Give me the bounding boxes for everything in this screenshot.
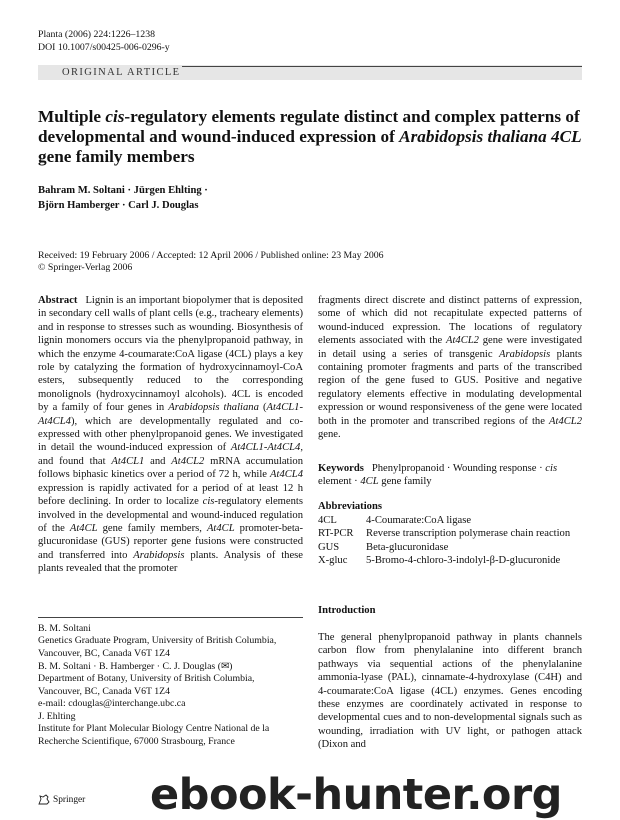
title-italic: Arabidopsis thaliana 4CL	[399, 127, 582, 146]
title-part: Multiple	[38, 107, 106, 126]
abstract-text: promoter-beta-glucuronidase (GUS) reporter gene fusions were constructed and transferred into	[38, 522, 303, 561]
abbreviation-key: GUS	[318, 541, 340, 553]
abbreviation-row	[318, 514, 582, 527]
article-title	[38, 107, 598, 167]
author-list	[38, 183, 358, 213]
abbreviation-value: Reverse transcription polymerase chain reaction	[366, 528, 571, 540]
abstract-text: Lignin is an important biopolymer that is deposited in secondary cell walls of plant cells (e.g., tracheary elements) and in response to stresses such as wounding. Biosynthesis of lignin monomers occurs via the phenylpropanoid pathway, in which the enzyme 4-coumarate:CoA ligase (4CL) plays a key role by catalyzing the formation of hydroxycinnamoyl-CoA esters, subsequently reduced to the corresponding monolignols (hydroxycinnamoyl alcohols). 4CL is encoded by a family of four genes in	[38, 295, 304, 414]
watermark: ebook-hunter.org	[150, 770, 562, 820]
affiliation-name: B. M. Soltani · B. Hamberger · C. J. Douglas (✉)	[38, 661, 233, 672]
publisher-name: Springer	[53, 794, 86, 805]
title-italic: cis	[105, 107, 125, 126]
abstract-text: (	[258, 402, 267, 414]
abstract-italic: Arabidopsis	[133, 549, 185, 561]
abstract-text: , and found that	[38, 442, 303, 467]
authors-line-2: Björn Hamberger · Carl J. Douglas	[38, 200, 199, 211]
abbreviations-title: Abbreviations	[318, 501, 382, 512]
keyword-text: gene family	[378, 476, 432, 488]
abstract-italic: At4CL2	[549, 415, 582, 427]
abbreviation-row	[318, 541, 582, 554]
received-accepted-line: Received: 19 February 2006 / Accepted: 12 April 2006 / Published online: 23 May 2006	[38, 250, 384, 261]
keyword-text: Phenylpropanoid · Wounding response ·	[371, 463, 546, 474]
introduction-text: The general phenylpropanoid pathway in plants channels carbon flow from phenylalanine into different branch pathways via sequential actions of the phenylalanine ammonia-lyase (PAL), cinnamate-4-hydroxylase (C4H) and 4-coumarate:CoA ligase (4CL) enzymes. Genes encoding these enzymes are coordinately activated in response to developmental cues and to non-developmental signals such as wounding, irradiation with UV light, or pathogen attack (Dixon and	[318, 632, 582, 751]
keyword-italic: cis	[545, 463, 558, 474]
affiliation-name: B. M. Soltani	[38, 623, 91, 634]
abstract-text: gene were investigated in detail using a series of transgenic	[318, 335, 582, 360]
abstract-text: expression is rapidly activated for a period of at least 12 h before declining. In order to localize	[38, 482, 303, 508]
abbreviation-key: X-gluc	[318, 555, 348, 567]
affiliation-line: Genetics Graduate Program, University of British Columbia,	[38, 635, 277, 647]
abstract-italic: cis	[202, 496, 215, 508]
publisher-mark	[38, 794, 85, 805]
abbreviation-row	[318, 527, 582, 540]
affiliation-line: Vancouver, BC, Canada V6T 1Z4	[38, 647, 171, 659]
affiliation-name: J. Ehlting	[38, 711, 76, 722]
keywords	[318, 462, 582, 489]
affiliation-line: Department of Botany, University of British Columbia,	[38, 673, 255, 685]
affiliation-line: Institute for Plant Molecular Biology Centre National de la	[38, 723, 270, 735]
abbreviation-row	[318, 554, 582, 567]
abstract-text: ), which are developmentally regulated and co-expressed with other phenylpropanoid genes. We investigated in detail the wound-induced expression of	[38, 415, 303, 454]
abstract-italic: Arabidopsis	[499, 348, 551, 360]
publication-dates	[38, 250, 598, 274]
abstract-italic: At4CL1	[111, 455, 145, 467]
journal-citation: Planta (2006) 224:1226–1238	[38, 29, 156, 40]
abstract-text: plants containing promoter fragments and parts of the transcribed region of the gene fused to GUS. Positive and negative regulatory elements effective in modulating developmental expression or wound responsiveness of the gene were located both in the promoter and transcribed regions of the	[318, 348, 582, 427]
title-part: gene family members	[38, 147, 195, 166]
keywords-label: Keywords	[318, 463, 364, 474]
affiliation-email[interactable]: e-mail: cdouglas@interchange.ubc.ca	[38, 697, 186, 709]
keyword-italic: 4CL	[360, 476, 379, 488]
abbreviation-value: 5-Bromo-4-chloro-3-indolyl-β-D-glucuronide	[366, 555, 561, 567]
abbreviation-value: 4-Coumarate:CoA ligase	[366, 515, 472, 526]
abstract-italic: At4CL	[69, 522, 98, 534]
footnote-rule	[38, 617, 303, 618]
abstract-text: fragments direct discrete and distinct patterns of expression, some of which did not recapitulate expected patterns of wound-induced expression. The locations of regulatory elements associated with the	[318, 295, 582, 347]
abstract-text: gene family members,	[97, 522, 207, 534]
abstract-text: and	[144, 455, 172, 467]
abstract-right-column	[318, 294, 582, 441]
header-rule	[182, 66, 582, 67]
title-part: -regulatory elements regulate distinct and complex patterns of developmental and wound-induced expression of	[38, 107, 580, 146]
abstract-italic: At4CL4	[270, 469, 303, 481]
abstract-italic: At4CL2	[445, 335, 479, 347]
affiliation	[38, 623, 303, 660]
authors-line-1: Bahram M. Soltani · Jürgen Ehlting ·	[38, 185, 208, 196]
abstract-italic: At4CL1-At4CL4	[38, 402, 303, 427]
abstract-text: -regulatory elements involved in the developmental and wound-induced regulation of the	[38, 496, 303, 534]
abstract-italic: At4CL1-At4CL4	[230, 442, 301, 454]
springer-horse-icon	[38, 794, 50, 805]
abstract-italic: At4CL2	[171, 455, 205, 467]
abbreviation-key: 4CL	[318, 515, 337, 526]
abbreviation-key: RT-PCR	[318, 528, 354, 540]
affiliation	[38, 661, 303, 710]
abstract-italic: Arabidopsis thaliana	[168, 402, 259, 414]
copyright: © Springer-Verlag 2006	[38, 262, 133, 273]
introduction-heading: Introduction	[318, 605, 376, 616]
abbreviations-list	[318, 514, 582, 568]
abstract-label: Abstract	[38, 295, 78, 306]
abstract-text: plants. Analysis of these plants revealed that the promoter	[38, 549, 303, 575]
keyword-text: element ·	[318, 476, 361, 488]
section-label: ORIGINAL ARTICLE	[62, 67, 181, 78]
abstract-text: gene.	[318, 429, 341, 441]
abstract-text: mRNA accumulation follows biphasic kinetics over a period of 72 h, while	[38, 455, 304, 481]
abstract-italic: At4CL	[206, 522, 235, 534]
abstract-left-column	[38, 294, 303, 576]
abbreviation-value: Beta-glucuronidase	[366, 541, 449, 553]
affiliation	[38, 711, 303, 748]
journal-meta	[38, 29, 170, 54]
affiliation-line: Vancouver, BC, Canada V6T 1Z4	[38, 685, 171, 697]
doi: DOI 10.1007/s00425-006-0296-y	[38, 41, 170, 53]
affiliation-line: Recherche Scientifique, 67000 Strasbourg, France	[38, 735, 235, 747]
